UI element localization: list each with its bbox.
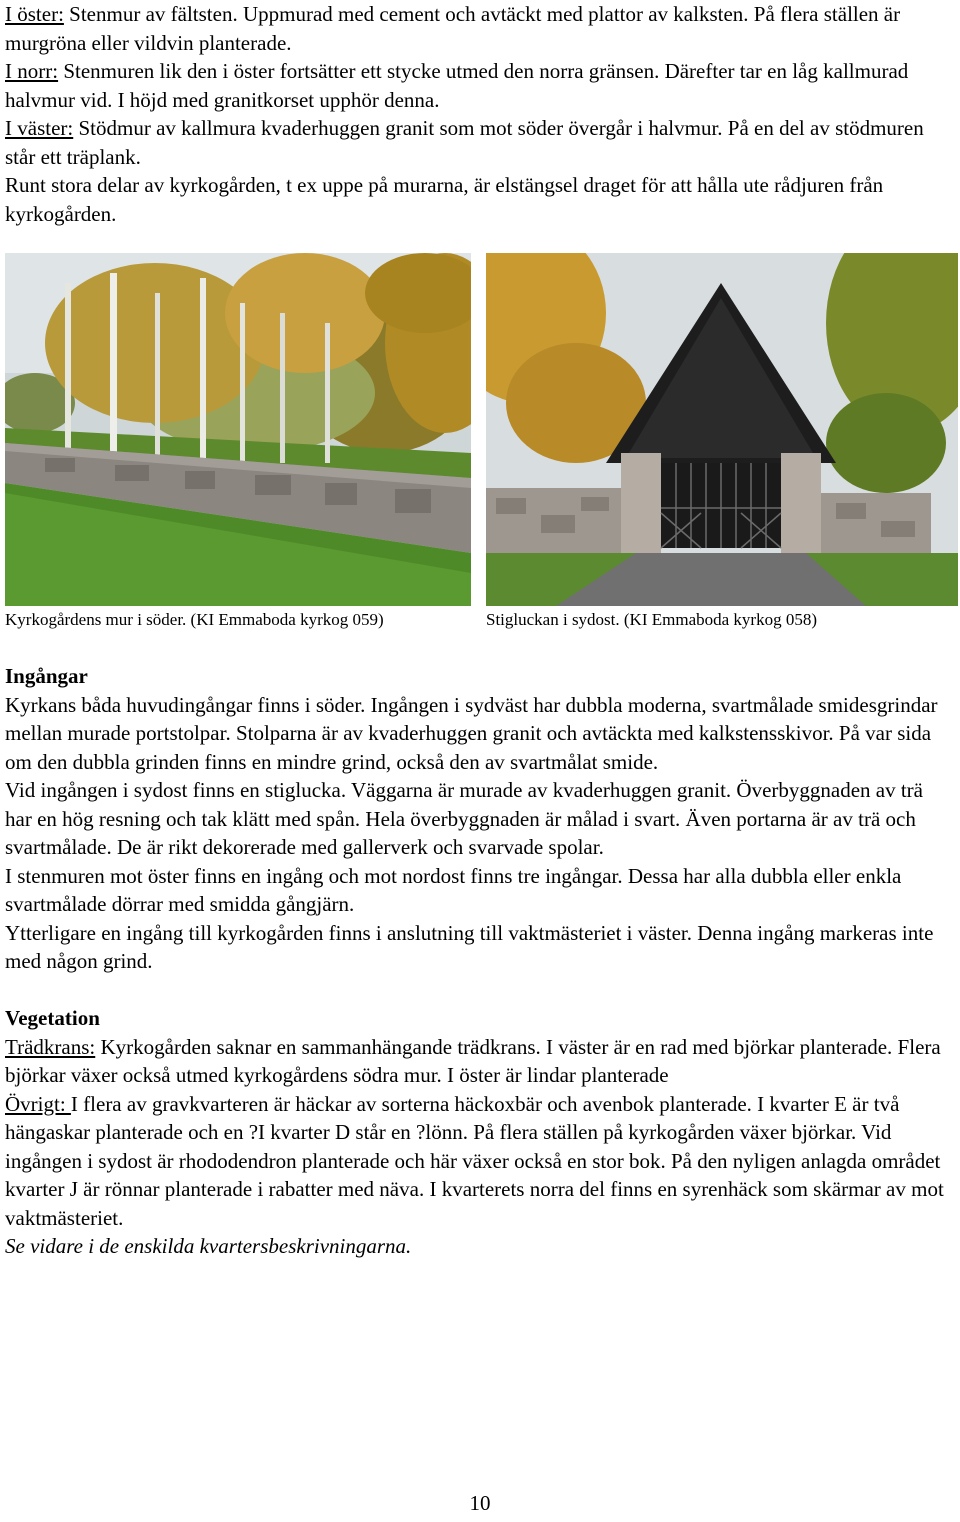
entrances-paragraph-2: Vid ingången i sydost finns en stiglucka. Väggarna är murade av kvaderhuggen granit. Överbyggnaden av trä har en hög resning och tak klätt med spån. Hela överbyggnaden är målad i svart. Även portarna är av trä och svartmålade. De är rikt dekorerade med gallerverk och svarvade spolar. (5, 778, 923, 859)
text-west: Stödmur av kallmura kvaderhuggen granit som mot söder övergår i halvmur. På en del av stödmuren står ett träplank. (5, 116, 924, 169)
vegetation-heading: Vegetation (5, 1006, 100, 1030)
text-other: I flera av gravkvarteren är häckar av sorterna häckoxbär och avenbok planterade. I kvarter E är två hängaskar planterade och en ?I kvarter D står en ?lönn. På flera ställen på kyrkogården växer björkar. Vid ingången i sydost är rhododendron planterade och här växer också en stor bok. På den nyligen anlagda området kvarter J är rönnar planterade i rabatter med näva. I kvarterets norra del finns en syrenhäck som skärmar av mot vaktmästeriet. (5, 1091, 944, 1230)
label-tree-ring: Trädkrans: (5, 1034, 96, 1059)
label-east: I öster: (5, 2, 64, 26)
lych-gate-image (486, 253, 958, 606)
paragraph-east (5, 0, 950, 57)
photo-south-wall (5, 253, 471, 606)
paragraph-west (5, 114, 950, 171)
south-wall-image (5, 253, 471, 606)
page-number: 10 (469, 1491, 491, 1515)
entrances-paragraph-3: I stenmuren mot öster finns en ingång och mot nordost finns tre ingångar. Dessa har alla dubbla eller enkla svartmålade dörrar med smidda gångjärn. (5, 863, 902, 916)
intro-section (5, 0, 950, 228)
section-gap (5, 976, 950, 1005)
vegetation-paragraph-see-also (5, 1232, 950, 1261)
vegetation-paragraph-trees (5, 1033, 950, 1090)
see-also-text: Se vidare i de enskilda kvartersbeskrivningarna. (5, 1234, 412, 1258)
label-north: I norr: (5, 59, 59, 83)
entrances-paragraph-1: Kyrkans båda huvudingångar finns i söder. Ingången i sydväst har dubbla moderna, svartmålade smidesgrindar mellan murade portstolpar. Stolparna är av kvaderhuggen granit och avtäckta med kalkstensskivor. På var sida om den dubbla grinden finns en mindre grind, också den av svartmålat smide. (5, 692, 938, 774)
paragraph-fence: Runt stora delar av kyrkogården, t ex uppe på murarna, är elstängsel draget för att hålla ute rådjuren från kyrkogården. (5, 173, 884, 226)
paragraph-north (5, 57, 950, 114)
text-east: Stenmur av fältsten. Uppmurad med cement och avtäckt med plattor av kalksten. På flera ställen är murgröna eller vildvin planterade. (5, 2, 901, 55)
photo-lych-gate (486, 253, 958, 606)
text-tree-ring: Kyrkogården saknar en sammanhängande trädkrans. I väster är en rad med björkar planterade. Flera björkar växer också utmed kyrkogårdens södra mur. I öster är lindar planterade (5, 1034, 941, 1087)
vegetation-paragraph-other (5, 1090, 950, 1233)
caption-south-wall: Kyrkogårdens mur i söder. (KI Emmaboda kyrkog 059) (5, 610, 384, 629)
label-other: Övrigt: (5, 1091, 71, 1116)
label-west: I väster: (5, 116, 74, 140)
text-north: Stenmuren lik den i öster fortsätter ett stycke utmed den norra gränsen. Därefter tar en låg kallmurad halvmur vid. I höjd med granitkorset upphör denna. (5, 59, 909, 112)
entrances-paragraph-4: Ytterligare en ingång till kyrkogården finns i anslutning till vaktmästeriet i väster. Denna ingång markeras inte med någon grind. (5, 920, 934, 973)
caption-lych-gate: Stigluckan i sydost. (KI Emmaboda kyrkog 058) (486, 610, 817, 629)
entrances-section (5, 662, 950, 1261)
entrances-heading: Ingångar (5, 664, 88, 688)
